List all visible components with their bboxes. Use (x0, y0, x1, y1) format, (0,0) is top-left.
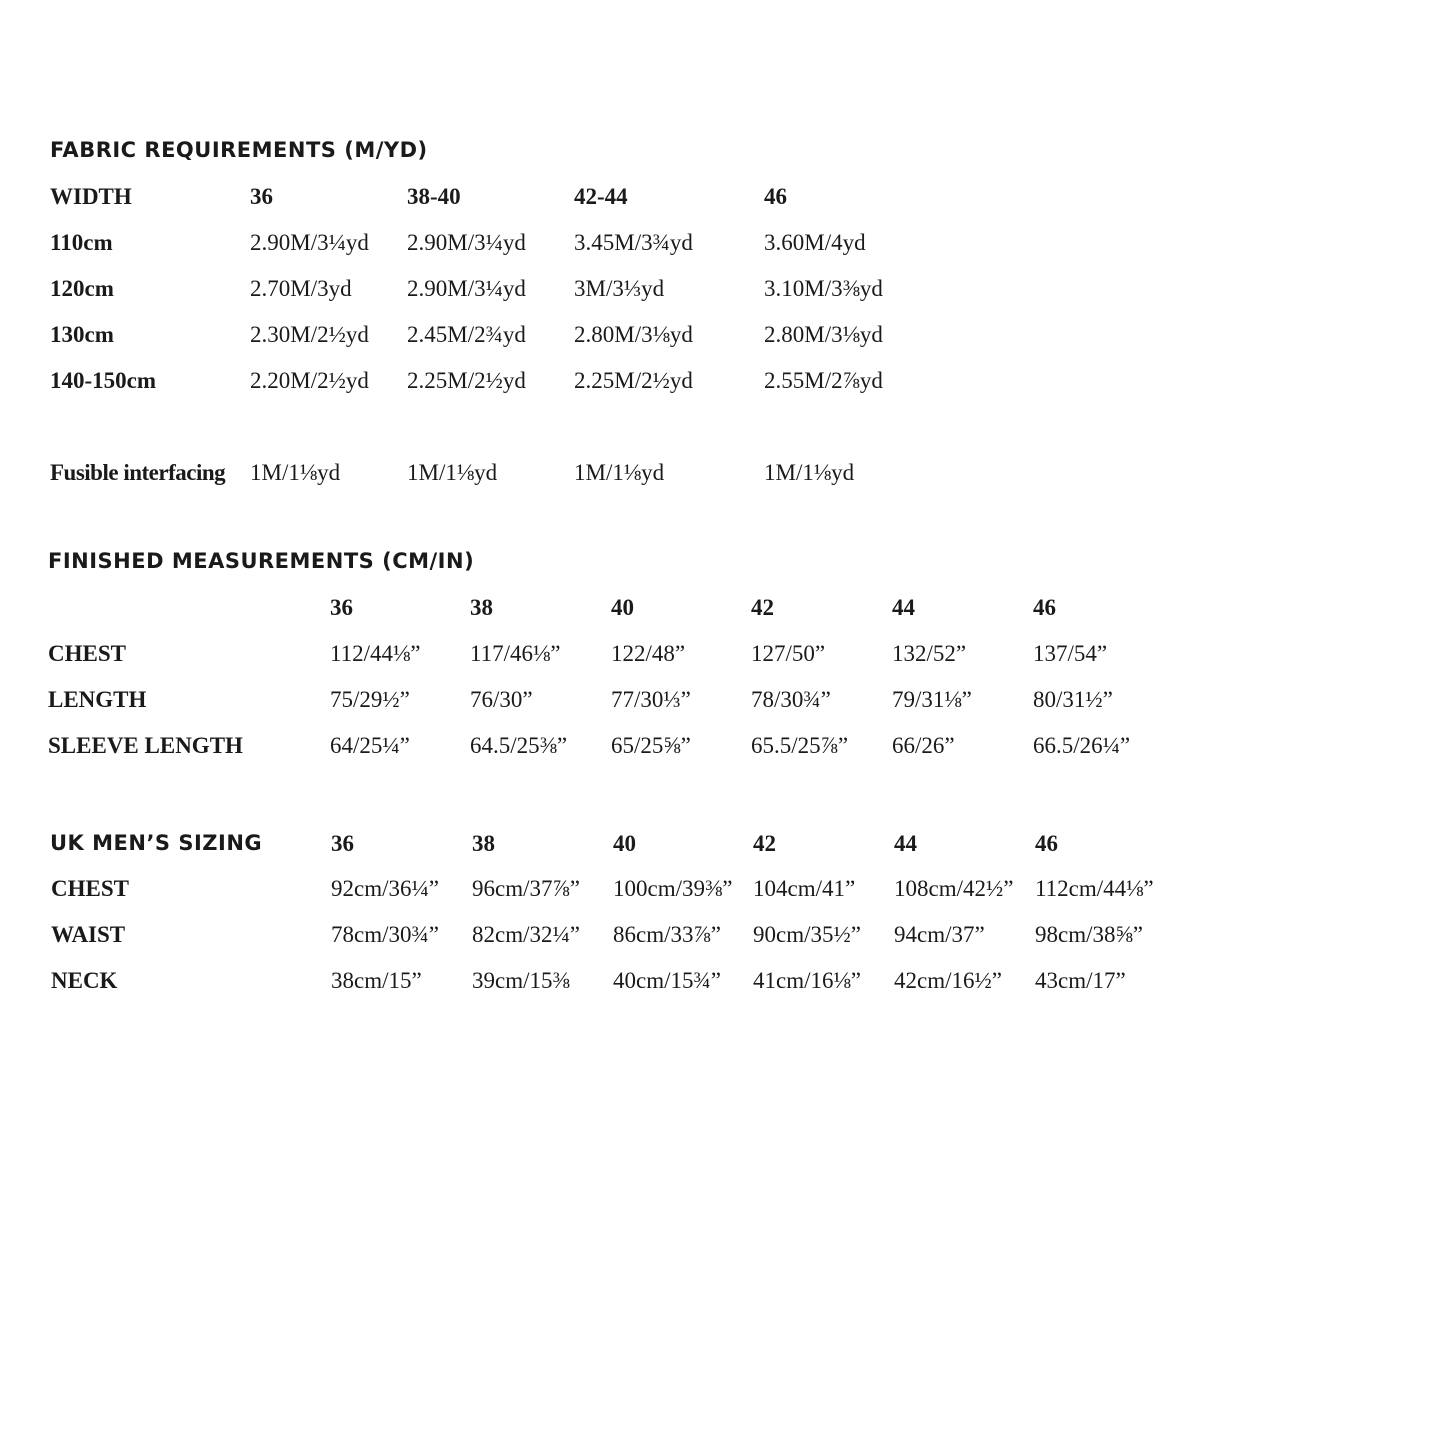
finished-col-header: 40 (611, 595, 634, 620)
fabric-cell: 2.90M/3¼yd (250, 230, 369, 255)
fusible-interfacing-label: Fusible interfacing (50, 460, 226, 485)
fabric-cell: 3.10M/3⅜yd (764, 276, 883, 301)
fabric-cell: 2.70M/3yd (250, 276, 352, 301)
uk-cell: 100cm/39⅜” (613, 876, 733, 901)
uk-row-label: CHEST (51, 876, 129, 901)
fabric-cell: 2.20M/2½yd (250, 368, 369, 393)
fabric-col-header: 46 (764, 184, 787, 209)
finished-row-label: SLEEVE LENGTH (48, 733, 243, 758)
uk-cell: 94cm/37” (894, 922, 985, 947)
fabric-col-header: 38-40 (407, 184, 461, 209)
uk-cell: 90cm/35½” (753, 922, 861, 947)
uk-cell: 112cm/44⅛” (1035, 876, 1154, 901)
uk-cell: 43cm/17” (1035, 968, 1126, 993)
finished-row-label: LENGTH (48, 687, 147, 712)
finished-row-label: CHEST (48, 641, 126, 666)
uk-cell: 39cm/15⅜ (472, 968, 570, 993)
finished-cell: 132/52” (892, 641, 967, 666)
uk-col-header: 40 (613, 831, 636, 856)
uk-col-header: 36 (331, 831, 354, 856)
uk-row-label: NECK (51, 968, 118, 993)
uk-cell: 108cm/42½” (894, 876, 1014, 901)
finished-cell: 64.5/25⅜” (470, 733, 568, 758)
uk-cell: 41cm/16⅛” (753, 968, 861, 993)
finished-cell: 122/48” (611, 641, 686, 666)
uk-mens-sizing-heading: UK MEN’S SIZING (50, 831, 263, 855)
finished-cell: 66.5/26¼” (1033, 733, 1131, 758)
fabric-cell: 2.45M/2¾yd (407, 322, 526, 347)
fabric-col-header: 36 (250, 184, 273, 209)
fabric-cell: 2.80M/3⅛yd (764, 322, 883, 347)
finished-cell: 80/31½” (1033, 687, 1113, 712)
fabric-cell: 2.25M/2½yd (574, 368, 693, 393)
uk-cell: 82cm/32¼” (472, 922, 580, 947)
fabric-cell: 2.55M/2⅞yd (764, 368, 883, 393)
fabric-row-label: 140-150cm (50, 368, 157, 393)
finished-cell: 127/50” (751, 641, 826, 666)
uk-col-header: 44 (894, 831, 917, 856)
fusible-cell: 1M/1⅛yd (574, 460, 665, 485)
finished-cell: 64/25¼” (330, 733, 410, 758)
fabric-requirements-heading: FABRIC REQUIREMENTS (M/YD) (50, 138, 428, 162)
fabric-cell: 2.30M/2½yd (250, 322, 369, 347)
uk-cell: 42cm/16½” (894, 968, 1002, 993)
uk-cell: 38cm/15” (331, 968, 422, 993)
uk-cell: 86cm/33⅞” (613, 922, 721, 947)
finished-cell: 75/29½” (330, 687, 410, 712)
finished-cell: 66/26” (892, 733, 955, 758)
fabric-row-label: 110cm (50, 230, 113, 255)
finished-col-header: 46 (1033, 595, 1056, 620)
finished-measurements-heading: FINISHED MEASUREMENTS (CM/IN) (48, 549, 475, 573)
fabric-cell: 3M/3⅓yd (574, 276, 665, 301)
finished-cell: 76/30” (470, 687, 533, 712)
fabric-cell: 3.45M/3¾yd (574, 230, 693, 255)
finished-cell: 65.5/25⅞” (751, 733, 849, 758)
finished-col-header: 42 (751, 595, 774, 620)
fusible-cell: 1M/1⅛yd (407, 460, 498, 485)
finished-cell: 137/54” (1033, 641, 1108, 666)
finished-cell: 117/46⅛” (470, 641, 561, 666)
fusible-cell: 1M/1⅛yd (250, 460, 341, 485)
finished-cell: 79/31⅛” (892, 687, 972, 712)
fabric-row-label: 130cm (50, 322, 114, 347)
fabric-row-label: 120cm (50, 276, 114, 301)
width-label: WIDTH (50, 184, 132, 209)
finished-col-header: 38 (470, 595, 493, 620)
fabric-cell: 2.80M/3⅛yd (574, 322, 693, 347)
fabric-cell: 3.60M/4yd (764, 230, 866, 255)
uk-cell: 40cm/15¾” (613, 968, 721, 993)
uk-cell: 96cm/37⅞” (472, 876, 580, 901)
uk-col-header: 38 (472, 831, 495, 856)
finished-cell: 112/44⅛” (330, 641, 421, 666)
uk-row-label: WAIST (51, 922, 126, 947)
finished-cell: 78/30¾” (751, 687, 831, 712)
fabric-cell: 2.25M/2½yd (407, 368, 526, 393)
uk-col-header: 42 (753, 831, 776, 856)
fabric-cell: 2.90M/3¼yd (407, 276, 526, 301)
fabric-col-header: 42-44 (574, 184, 628, 209)
fabric-cell: 2.90M/3¼yd (407, 230, 526, 255)
uk-cell: 98cm/38⅝” (1035, 922, 1143, 947)
fusible-cell: 1M/1⅛yd (764, 460, 855, 485)
uk-col-header: 46 (1035, 831, 1058, 856)
uk-cell: 78cm/30¾” (331, 922, 439, 947)
finished-cell: 77/30⅓” (611, 687, 691, 712)
finished-cell: 65/25⅝” (611, 733, 691, 758)
uk-cell: 92cm/36¼” (331, 876, 439, 901)
uk-cell: 104cm/41” (753, 876, 856, 901)
finished-col-header: 36 (330, 595, 353, 620)
finished-col-header: 44 (892, 595, 915, 620)
